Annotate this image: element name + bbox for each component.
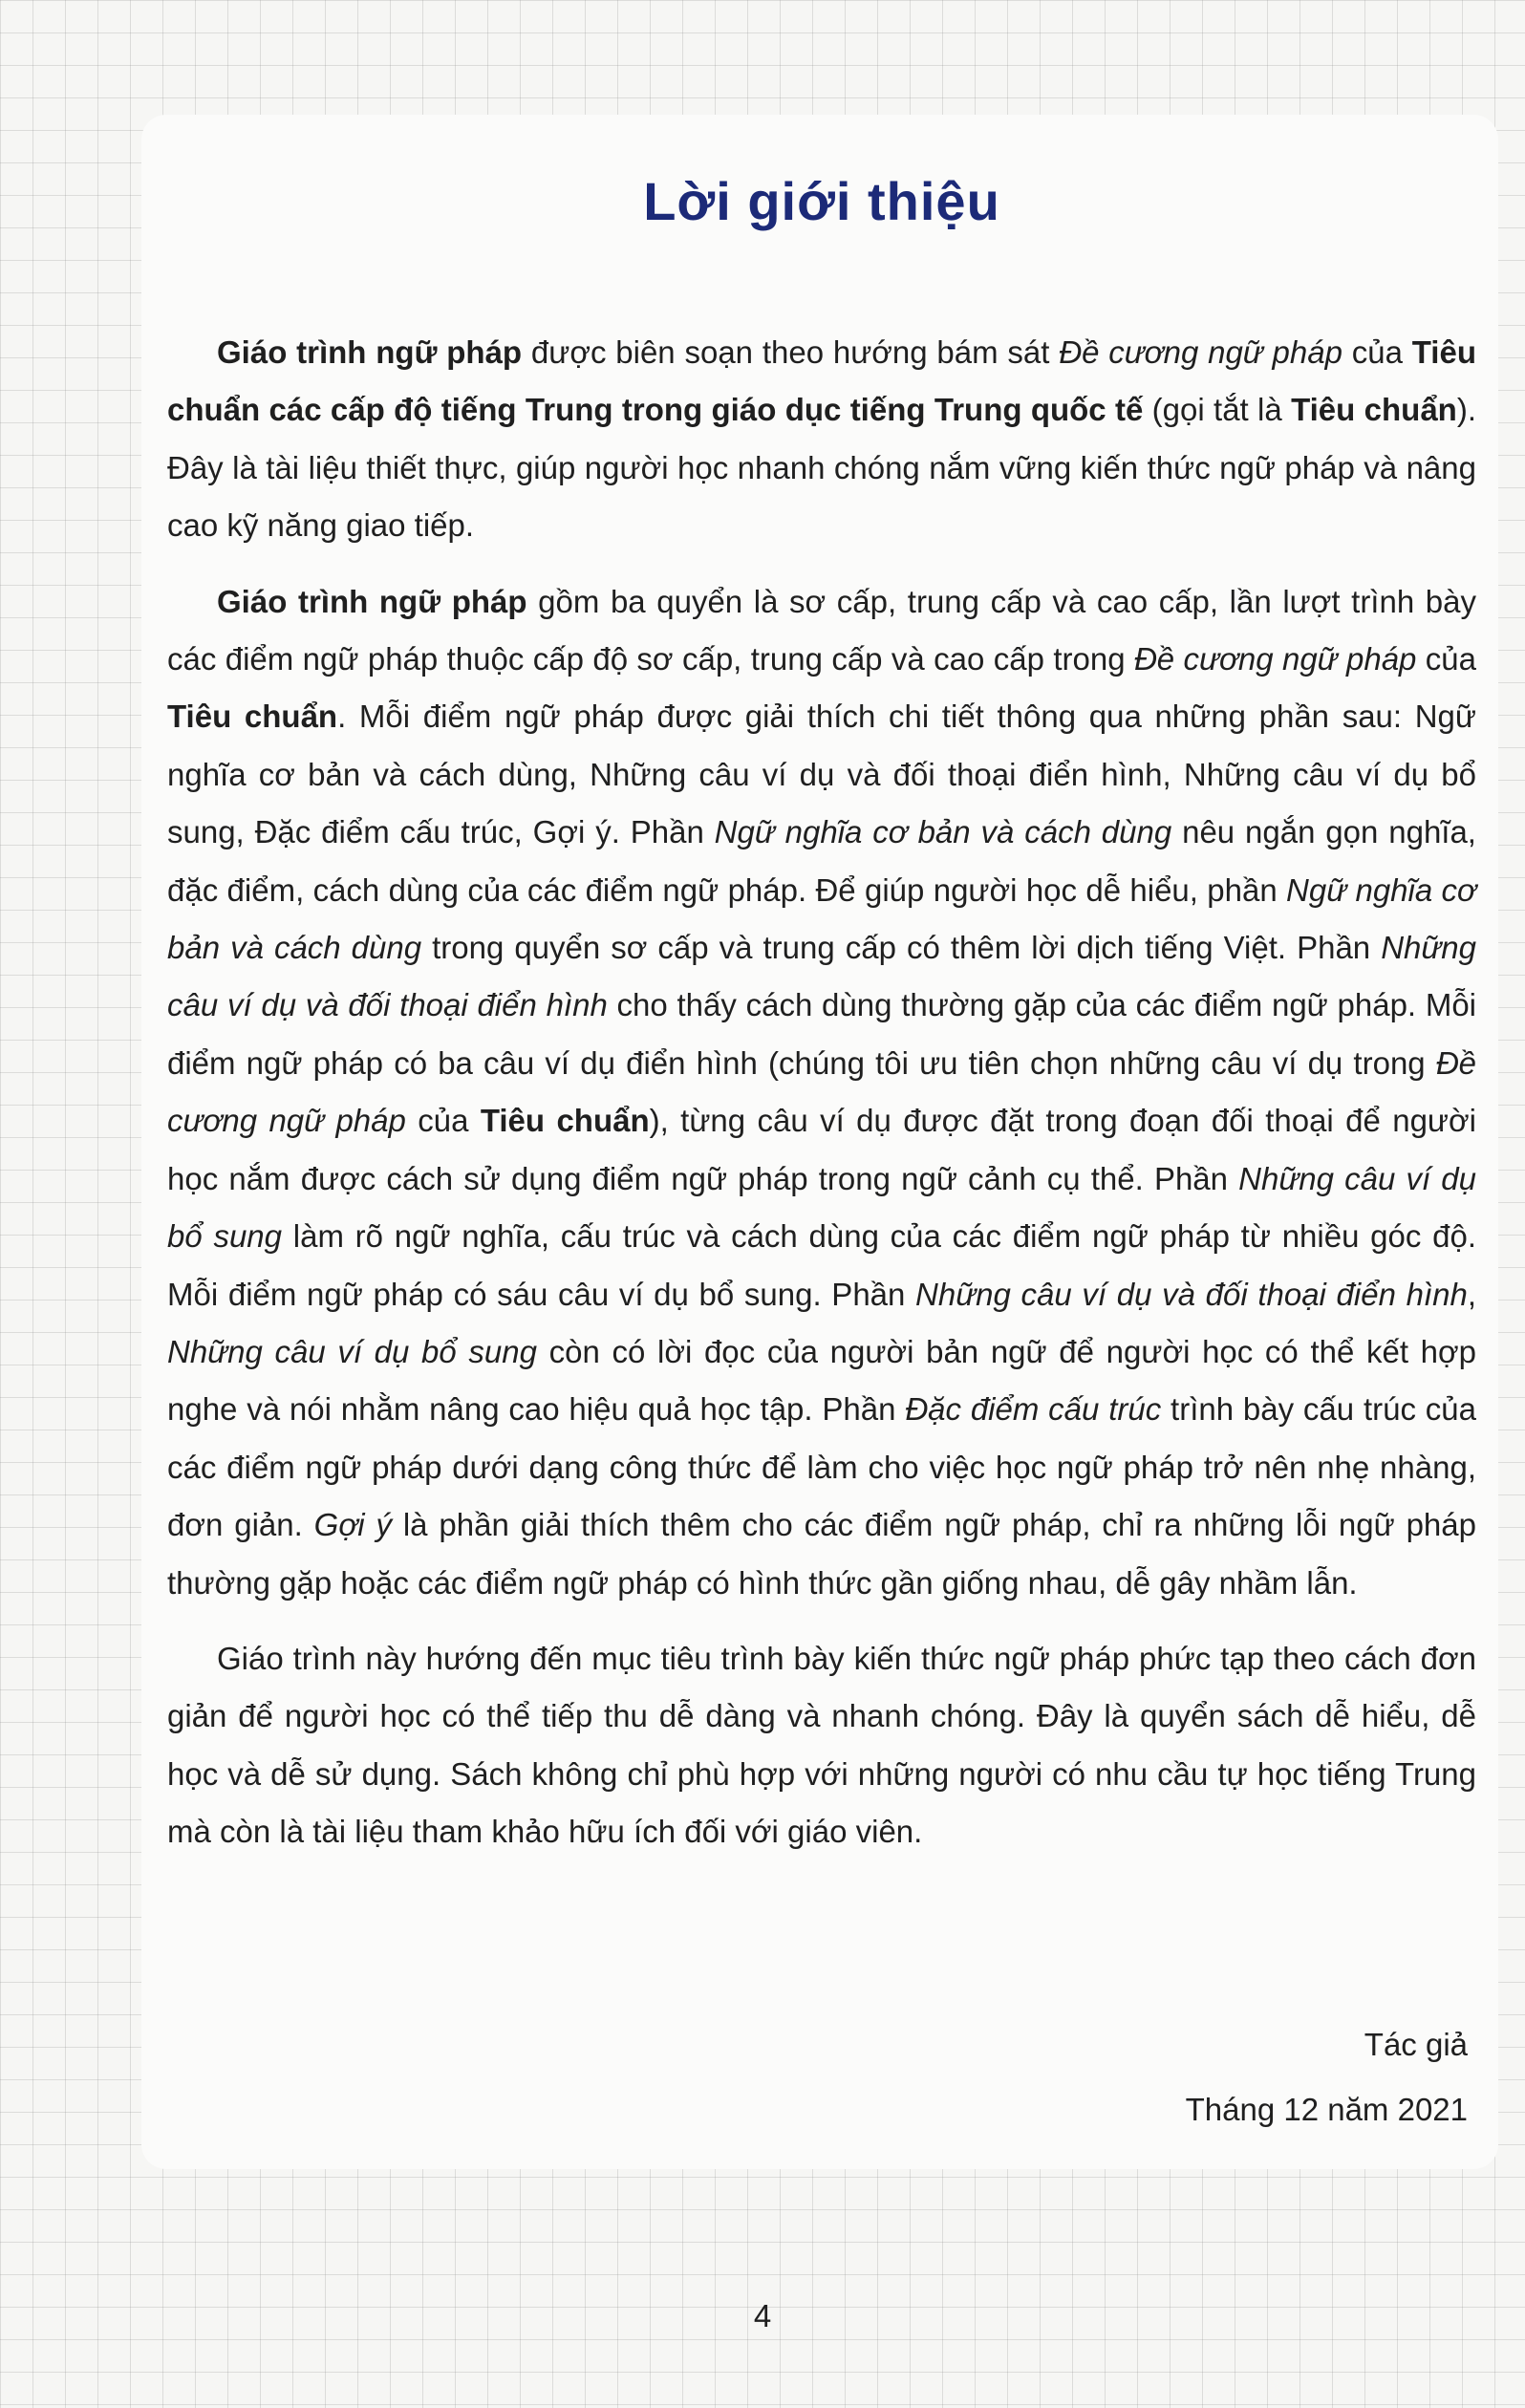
body-text: của (1342, 334, 1412, 370)
bold-text: Tiêu chuẩn (167, 699, 338, 735)
body-text: được biên soạn theo hướng bám sát (522, 334, 1060, 370)
signature-author: Tác giả (1364, 2027, 1468, 2062)
bold-text: Giáo trình ngữ pháp (217, 334, 523, 370)
page-number: 4 (753, 2298, 772, 2333)
intro-paragraph-1 (167, 324, 1476, 555)
intro-paragraph-2 (167, 573, 1476, 1612)
bold-text: Tiêu chuẩn các cấp độ tiếng Trung trong giáo dục tiếng Trung quốc tế (167, 334, 1476, 428)
bold-text: Tiêu chuẩn (1291, 392, 1457, 428)
italic-text: Những câu ví dụ bổ sung (167, 1333, 537, 1369)
italic-text: Đặc điểm cấu trúc (905, 1391, 1162, 1428)
body-text: còn có lời đọc của người bản ngữ để người học có thể kết hợp nghe và nói nhằm nâng cao hiệu quả học tập. Phần (167, 1333, 1477, 1428)
body-text: Giáo trình này hướng đến mục tiêu trình bày kiến thức ngữ pháp phức tạp theo cách đơn giản để người học có thể tiếp thu dễ dàng và nhanh chóng. Đây là quyển sách dễ hiểu, dễ học và dễ sử dụng. Sách không chỉ phù hợp với những người có nhu cầu tự học tiếng Trung mà còn là tài liệu tham khảo hữu ích đối với giáo viên. (167, 1640, 1476, 1850)
body-text: (gọi tắt là (1143, 392, 1292, 428)
body-text: ). Đây là tài liệu thiết thực, giúp người học nhanh chóng nắm vững kiến thức ngữ pháp và nâng cao kỹ năng giao tiếp. (167, 392, 1477, 544)
signature-date: Tháng 12 năm 2021 (1185, 2092, 1468, 2127)
italic-text: Gợi ý (313, 1507, 392, 1543)
italic-text: Đề cương ngữ pháp (1059, 334, 1342, 370)
body-text: của (1416, 641, 1476, 677)
body-text: cho thấy cách dùng thường gặp của các điểm ngữ pháp. Mỗi điểm ngữ pháp có ba câu ví dụ điển hình (chúng tôi ưu tiên chọn những câu ví dụ trong (167, 987, 1476, 1081)
intro-paragraph-3 (167, 1630, 1476, 1861)
body-text: , (1467, 1276, 1476, 1312)
italic-text: Ngữ nghĩa cơ bản và cách dùng (167, 871, 1476, 966)
body-text: của (405, 1103, 481, 1139)
body-text: . Mỗi điểm ngữ pháp được giải thích chi tiết thông qua những phần sau: Ngữ nghĩa cơ bản và cách dùng, Những câu ví dụ và đối thoại điển hình, Những câu ví dụ bổ sung, Đặc điểm cấu trúc, Gợi ý. Phần (167, 699, 1477, 850)
body-text: trình bày cấu trúc của các điểm ngữ pháp dưới dạng công thức để làm cho việc học ngữ pháp trở nên nhẹ nhàng, đơn giản. (167, 1391, 1476, 1543)
body-text: nêu ngắn gọn nghĩa, đặc điểm, cách dùng của các điểm ngữ pháp. Để giúp người học dễ hiểu, phần (167, 814, 1476, 908)
body-text: ), từng câu ví dụ được đặt trong đoạn đối thoại để người học nắm được cách sử dụng điểm ngữ pháp trong ngữ cảnh cụ thể. Phần (167, 1103, 1476, 1196)
italic-text: Những câu ví dụ bổ sung (167, 1160, 1476, 1255)
bold-text: Giáo trình ngữ pháp (217, 583, 527, 619)
body-text: làm rõ ngữ nghĩa, cấu trúc và cách dùng của các điểm ngữ pháp từ nhiều góc độ. Mỗi điểm ngữ pháp có sáu câu ví dụ bổ sung. Phần (167, 1218, 1476, 1312)
page-content (167, 167, 1476, 1880)
bold-text: Tiêu chuẩn (480, 1103, 650, 1139)
body-text: là phần giải thích thêm cho các điểm ngữ pháp, chỉ ra những lỗi ngữ pháp thường gặp hoặc các điểm ngữ pháp có hình thức gần giống nhau, dễ gây nhầm lẫn. (167, 1507, 1476, 1601)
italic-text: Đề cương ngữ pháp (1133, 641, 1417, 677)
italic-text: Những câu ví dụ và đối thoại điển hình (167, 930, 1476, 1023)
italic-text: Những câu ví dụ và đối thoại điển hình (915, 1276, 1468, 1312)
page-title: Lời giới thiệu (643, 171, 1000, 231)
italic-text: Đề cương ngữ pháp (167, 1044, 1476, 1139)
body-text: trong quyển sơ cấp và trung cấp có thêm lời dịch tiếng Việt. Phần (421, 930, 1382, 966)
body-text: gồm ba quyển là sơ cấp, trung cấp và cao cấp, lần lượt trình bày các điểm ngữ pháp thuộc cấp độ sơ cấp, trung cấp và cao cấp trong (167, 583, 1476, 677)
italic-text: Ngữ nghĩa cơ bản và cách dùng (714, 814, 1172, 850)
